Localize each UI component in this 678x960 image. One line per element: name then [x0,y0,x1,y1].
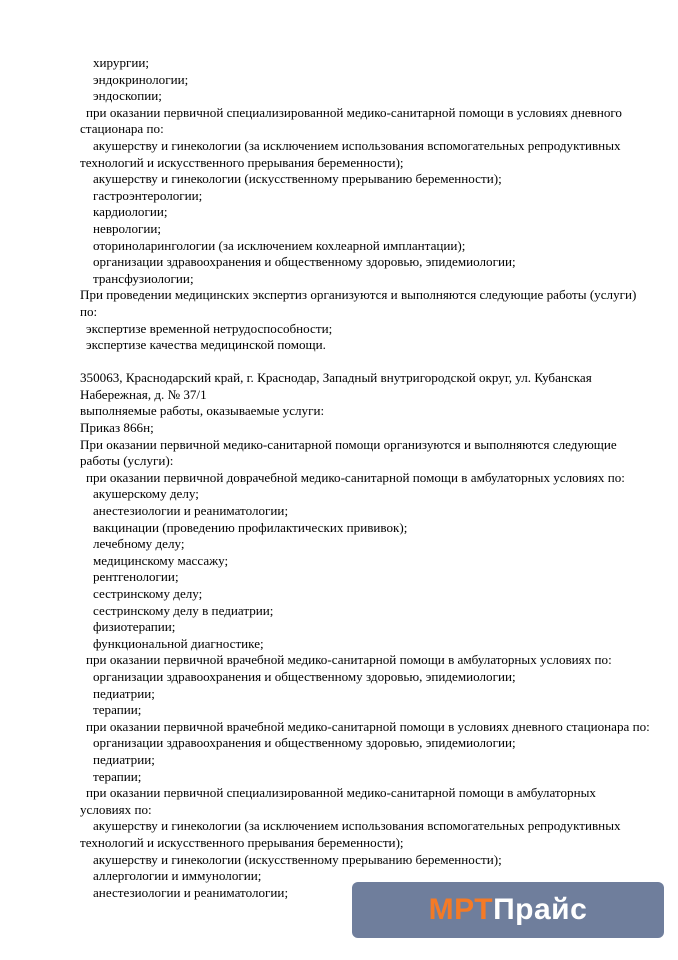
text-line: терапии; [93,702,142,718]
text-line: выполняемые работы, оказываемые услуги: [80,403,325,419]
watermark-logo-part1: МРТ [428,893,494,926]
text-line: экспертизе временной нетрудоспособности; [86,320,333,336]
watermark-logo-part2: Прайс [493,893,588,926]
text-line: терапии; [93,768,142,784]
text-line: при оказании первичной врачебной медико-санитарной помощи в условиях дневного стационара по: [86,718,650,734]
text-line: при оказании первичной доврачебной медико-санитарной помощи в амбулаторных условиях по: [86,469,625,485]
text-line: 350063, Краснодарский край, г. Краснодар, Западный внутригородской округ, ул. Кубанская Набережная, д. № 37/1 [80,370,592,402]
text-line: акушерству и гинекологии (за исключением использования вспомогательных репродуктивных технологий и искусственного прерывания беременности); [80,818,621,850]
text-line: При проведении медицинских экспертиз организуются и выполняются следующие работы (услуги) по: [80,287,637,319]
text-line: педиатрии; [93,685,155,701]
text-line: анестезиологии и реаниматологии; [93,503,289,519]
text-line: акушерству и гинекологии (искусственному прерыванию беременности); [93,171,502,187]
text-line: трансфузиологии; [93,270,194,286]
text-line: оториноларингологии (за исключением кохлеарной имплантации); [93,237,466,253]
text-line: экспертизе качества медицинской помощи. [86,337,326,353]
text-line: рентгенологии; [93,569,179,585]
text-line: кардиологии; [93,204,168,220]
text-line: аллергологии и иммунологии; [93,868,262,884]
text-line: педиатрии; [93,751,155,767]
text-line: неврологии; [93,220,162,236]
text-line: вакцинации (проведению профилактических прививок); [93,519,408,535]
text-line: при оказании первичной врачебной медико-санитарной помощи в амбулаторных условиях по: [86,652,612,668]
text-line: сестринскому делу в педиатрии; [93,602,274,618]
blank-line [80,354,650,371]
text-line: сестринскому делу; [93,586,203,601]
text-line: физиотерапии; [93,619,176,635]
text-line: лечебному делу; [93,536,185,552]
text-line: акушерскому делу; [93,486,199,502]
text-line: функциональной диагностике; [93,635,264,651]
text-line: акушерству и гинекологии (за исключением использования вспомогательных репродуктивных технологий и искусственного прерывания беременности); [80,137,621,170]
text-line: эндокринологии; [93,71,189,87]
text-line: при оказании первичной специализированной медико-санитарной помощи в условиях дневного стационара по: [80,104,622,137]
text-line: организации здравоохранения и общественному здоровью, эпидемиологии; [93,668,516,684]
text-line: при оказании первичной специализированной медико-санитарной помощи в амбулаторных условиях по: [80,785,596,817]
text-line: медицинскому массажу; [93,552,229,568]
text-line: Приказ 866н; [80,420,154,436]
watermark-logo [352,882,664,938]
text-line: акушерству и гинекологии (искусственному прерыванию беременности); [93,851,502,867]
text-line: эндоскопии; [93,88,162,104]
text-line: При оказании первичной медико-санитарной помощи организуются и выполняются следующие работы (услуги): [80,436,617,469]
document-page [80,55,650,901]
text-line: организации здравоохранения и общественному здоровью, эпидемиологии; [93,735,516,751]
text-line: организации здравоохранения и общественному здоровью, эпидемиологии; [93,254,516,270]
text-line: хирургии; [93,55,150,70]
text-line: гастроэнтерологии; [93,187,203,203]
text-line: анестезиологии и реаниматологии; [93,884,289,900]
